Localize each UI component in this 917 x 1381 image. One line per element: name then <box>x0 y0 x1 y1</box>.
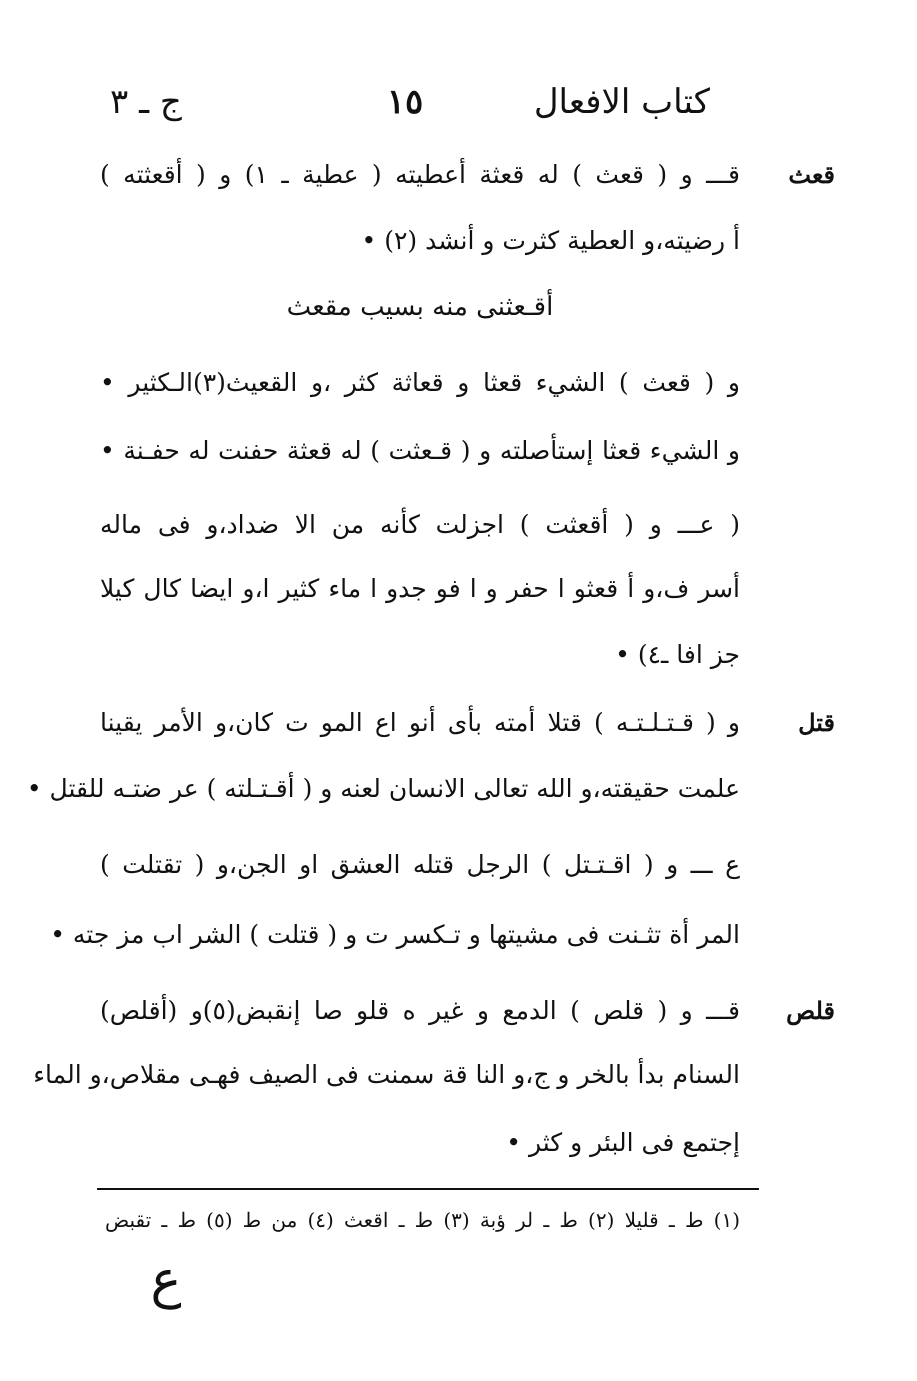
text-line: أ رضيته،و العطية كثرت و أنشد (٢) • <box>361 226 740 255</box>
text-line: و الشيء قعثا إستأصلته و ( قـعثت ) له قعثة حفنت له حفـنة • <box>100 436 740 465</box>
text-line: جز افا ـ٤) • <box>615 640 740 669</box>
text-line: ع ـــ و ( اقـتـتل ) الرجل قتله العشق او الجن،و ( تقتلت ) <box>100 850 740 879</box>
headword-qaath: قعث <box>788 160 835 189</box>
text-line: السنام بدأ بالخر و ج،و النا قة سمنت فى الصيف فهـى مقلاص،و الماء <box>33 1060 740 1089</box>
book-title: كتاب الافعال <box>533 82 710 122</box>
verse-line: أقـعثنى منه بسيب مقعث <box>286 292 554 322</box>
headword-qatl: قتل <box>798 708 835 737</box>
text-line: إجتمع فى البئر و كثر • <box>506 1128 740 1157</box>
text-line: علمت حقيقته،و الله تعالى الانسان لعنه و ( أقـتـلته ) عر ضتـه للقتل • <box>26 774 740 803</box>
signature-mark: ع <box>150 1250 182 1310</box>
text-line: المر أة تثـنت فى مشيتها و تـكسر ت و ( قتلت ) الشر اب مز جته • <box>50 920 740 949</box>
page-number: ١٥ <box>386 82 424 122</box>
footnotes: (١) ط ـ قليلا (٢) ط ـ لر ؤبة (٣) ط ـ اقعث (٤) من ط (٥) ط ـ تقبض <box>105 1208 740 1232</box>
text-line: ( عـــ و ( أقعثت ) اجزلت كأنه من الا ضداد،و فى ماله <box>100 510 740 539</box>
text-line: و ( قـتـلـتـه ) قتلا أمته بأى أنو اع المو ت كان،و الأمر يقينا <box>100 708 740 737</box>
text-line: قـــ و ( قلص ) الدمع و غير ه قلو صا إنقبض(٥)و (أقلص) <box>100 996 740 1025</box>
footnote-rule <box>97 1188 759 1190</box>
headword-qals: قلص <box>786 996 835 1025</box>
volume-marker: ج ـ ٣ <box>110 82 182 122</box>
text-line: قـــ و ( قعث ) له قعثة أعطيته ( عطية ـ ١) و ( أقعثته ) <box>100 160 740 189</box>
text-line: أسر ف،و أ قعثو ا حفر و ا فو جدو ا ماء كثير ا،و ايضا كال كيلا <box>100 574 740 603</box>
text-line: و ( قعث ) الشيء قعثا و قعاثة كثر ،و القعيث(٣)الـكثير • <box>100 368 740 397</box>
